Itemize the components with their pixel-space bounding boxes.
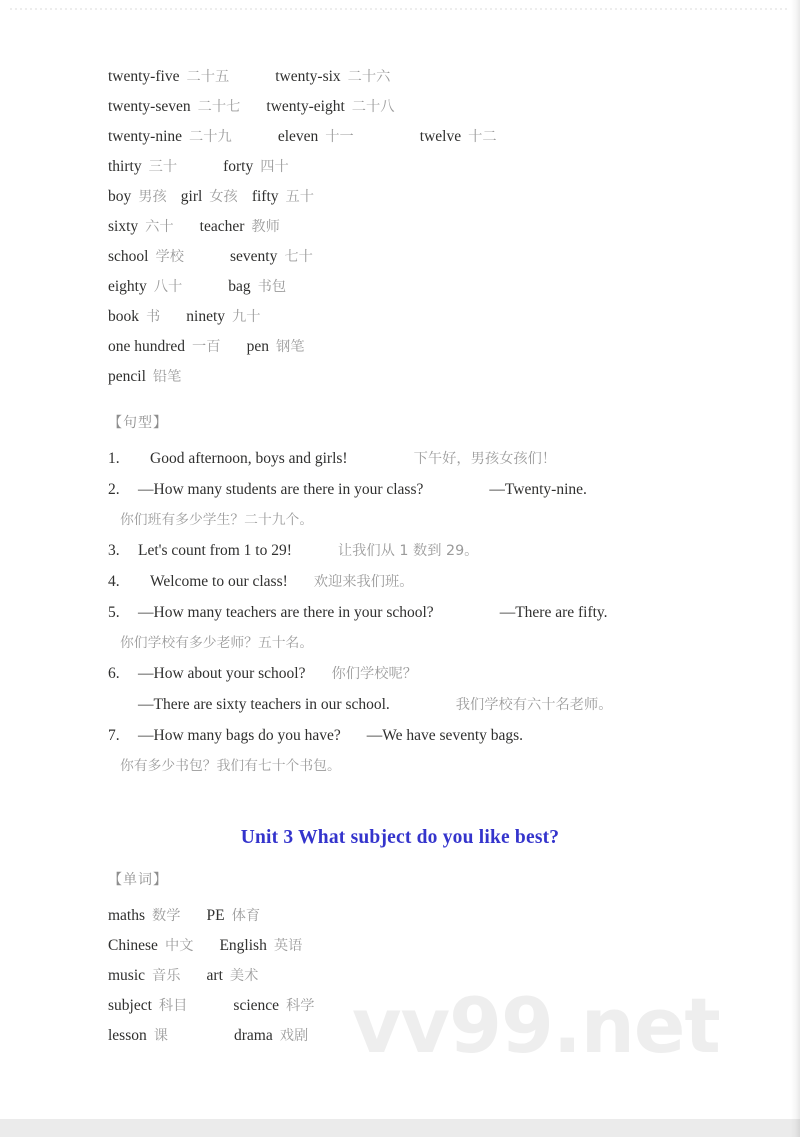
vocabulary-word-en: ninety: [186, 308, 226, 325]
vocabulary-word-zh: 二十六: [347, 69, 391, 85]
vocabulary-word-en: eighty: [108, 278, 147, 295]
vocabulary-entry: [108, 68, 229, 85]
vocabulary-word-en: twenty-six: [275, 68, 341, 85]
sentence-translation-zh: 你有多少书包？我们有七十个书包。: [120, 758, 341, 774]
unit3-heading: Unit 3 What subject do you like best?: [240, 827, 560, 848]
vocabulary-word-en: twenty-nine: [108, 128, 183, 145]
sentence-pattern-row: [108, 444, 740, 474]
vocabulary-word-zh: 书包: [257, 279, 287, 295]
vocabulary-entry: [108, 158, 177, 175]
sentence-pattern-row: [108, 536, 740, 566]
sentence-pattern-row: [108, 598, 740, 628]
vocabulary-word-zh: 数学: [152, 908, 181, 924]
unit3-words-header: 【单词】: [108, 872, 168, 888]
vocabulary-entry: [108, 338, 221, 355]
sentence-english: Welcome to our class!: [150, 573, 288, 590]
sentence-translation-inline: 欢迎来我们班。: [313, 574, 414, 590]
vocabulary-row: [108, 242, 740, 272]
vocabulary-word-zh: 科学: [286, 998, 315, 1014]
vocabulary-entry: [108, 248, 184, 265]
vocabulary-word-en: boy: [108, 188, 132, 205]
vocabulary-row: [108, 182, 740, 212]
vocabulary-word-zh: 四十: [260, 159, 289, 175]
vocabulary-word-en: teacher: [199, 218, 245, 235]
vocabulary-entry: [108, 128, 232, 145]
sentence-pattern-item: [108, 567, 740, 597]
vocabulary-word-en: seventy: [229, 248, 278, 265]
vocabulary-word-en: music: [108, 967, 146, 984]
sentence-number: 6.: [108, 665, 120, 682]
sentence-english: —There are sixty teachers in our school.: [138, 696, 390, 713]
sentence-pattern-row: [108, 567, 740, 597]
vocabulary-word-zh: 男孩: [138, 189, 167, 205]
sentence-translation-inline: 让我们从 1 数到 29。: [337, 543, 479, 559]
unit2-vocabulary-list: [108, 62, 740, 392]
vocabulary-entry: [233, 997, 314, 1014]
sentence-translation-inline: 我们学校有六十名老师。: [455, 697, 613, 713]
vocabulary-word-en: school: [108, 248, 149, 265]
vocabulary-row: [108, 332, 740, 362]
vocabulary-word-zh: 二十九: [189, 129, 232, 145]
vocabulary-entry: [108, 188, 167, 205]
vocabulary-word-en: English: [219, 937, 267, 954]
vocabulary-word-en: twenty-seven: [108, 98, 191, 115]
vocabulary-entry: [275, 68, 390, 85]
sentence-pattern-row: [108, 659, 740, 689]
vocabulary-word-zh: 三十: [148, 159, 178, 175]
vocabulary-entry: [181, 188, 238, 205]
site-watermark: vv99.net: [352, 981, 720, 1070]
vocabulary-word-en: twenty-eight: [266, 98, 345, 115]
vocabulary-entry: [219, 937, 302, 954]
vocabulary-word-en: science: [233, 997, 280, 1014]
sentence-number: 7.: [108, 727, 120, 744]
vocabulary-word-en: thirty: [108, 158, 142, 175]
vocabulary-word-zh: 十一: [325, 129, 354, 145]
vocabulary-entry: [108, 368, 181, 385]
vocabulary-word-en: bag: [228, 278, 251, 295]
sentence-pattern-item: [108, 598, 740, 658]
vocabulary-word-zh: 体育: [231, 908, 261, 924]
vocabulary-word-en: art: [206, 967, 223, 984]
vocabulary-word-zh: 铅笔: [152, 369, 182, 385]
vocabulary-entry: [278, 128, 354, 145]
vocabulary-row: [108, 362, 740, 392]
vocabulary-word-zh: 科目: [158, 998, 188, 1014]
vocabulary-word-zh: 钢笔: [275, 339, 305, 355]
vocabulary-row: [108, 62, 740, 92]
vocabulary-word-en: forty: [223, 158, 254, 175]
vocabulary-word-zh: 英语: [273, 938, 303, 954]
vocabulary-word-zh: 中文: [164, 938, 194, 954]
sentence-translation-row: [108, 505, 740, 535]
vocabulary-entry: [200, 218, 280, 235]
vocabulary-word-zh: 九十: [232, 309, 261, 325]
vocabulary-word-en: pen: [246, 338, 269, 355]
vocabulary-row: [108, 122, 740, 152]
vocabulary-word-en: maths: [108, 907, 146, 924]
sentence-english: —How about your school?: [138, 665, 306, 682]
sentence-pattern-item: [108, 536, 740, 566]
vocabulary-entry: [108, 278, 182, 295]
page-bottom-band: [0, 1119, 800, 1137]
vocabulary-word-en: PE: [206, 907, 225, 924]
vocabulary-row: [108, 212, 740, 242]
sentence-translation-row: [108, 751, 740, 781]
sentence-translation-inline: 你们学校呢？: [331, 666, 417, 682]
sentence-translation-inline: 下午好，男孩女孩们！: [413, 451, 557, 467]
vocabulary-word-zh: 一百: [192, 339, 221, 355]
sentence-english: Let's count from 1 to 29!: [138, 542, 292, 559]
vocabulary-word-zh: 戏剧: [279, 1028, 309, 1044]
sentence-translation-zh: 你们班有多少学生？二十九个。: [120, 512, 314, 528]
vocabulary-word-zh: 二十八: [351, 99, 395, 115]
vocabulary-word-zh: 书: [146, 309, 161, 325]
vocabulary-entry: [266, 98, 394, 115]
vocabulary-word-zh: 十二: [468, 129, 497, 145]
vocabulary-word-zh: 二十五: [186, 69, 230, 85]
vocabulary-word-en: Chinese: [108, 937, 158, 954]
vocabulary-entry: [230, 248, 313, 265]
vocabulary-word-zh: 五十: [285, 189, 315, 205]
sentence-pattern-item: [108, 659, 740, 689]
vocabulary-row: [108, 152, 740, 182]
page-right-edge-shadow: [791, 0, 800, 1137]
vocabulary-word-en: sixty: [108, 218, 139, 235]
vocabulary-entry: [108, 308, 160, 325]
sentence-english: —How many students are there in your class?: [138, 481, 424, 498]
vocabulary-entry: [108, 907, 181, 924]
vocabulary-word-en: subject: [108, 997, 152, 1014]
sentence-english: Good afternoon, boys and girls!: [150, 450, 348, 467]
vocabulary-word-en: lesson: [108, 1027, 147, 1044]
vocabulary-word-en: book: [108, 308, 139, 325]
vocabulary-entry: [234, 1027, 308, 1044]
vocabulary-entry: [186, 308, 260, 325]
vocabulary-word-en: drama: [234, 1027, 273, 1044]
vocabulary-word-en: pencil: [108, 368, 146, 385]
sentence-pattern-row: [108, 475, 740, 505]
sentence-english-answer: —There are fifty.: [499, 604, 608, 621]
vocabulary-word-zh: 女孩: [209, 189, 238, 205]
vocabulary-entry: [420, 128, 497, 145]
vocabulary-row: [108, 931, 740, 961]
vocabulary-entry: [247, 338, 305, 355]
sentence-number: 2.: [108, 481, 120, 498]
vocabulary-word-zh: 六十: [145, 219, 174, 235]
vocabulary-word-zh: 美术: [229, 968, 259, 984]
vocabulary-entry: [228, 278, 286, 295]
sentence-number: 3.: [108, 542, 120, 559]
sentence-number: 5.: [108, 604, 120, 621]
vocabulary-row: [108, 92, 740, 122]
vocabulary-word-zh: 二十七: [197, 99, 241, 115]
sentence-english-answer: —Twenty-nine.: [489, 481, 587, 498]
vocabulary-entry: [207, 907, 261, 924]
vocabulary-word-zh: 音乐: [152, 968, 181, 984]
vocabulary-entry: [108, 997, 187, 1014]
vocabulary-row: [108, 901, 740, 931]
vocabulary-word-zh: 课: [153, 1028, 169, 1044]
sentence-pattern-list: [108, 444, 740, 781]
vocabulary-word-en: one hundred: [108, 338, 186, 355]
vocabulary-word-zh: 学校: [155, 249, 184, 265]
vocabulary-entry: [108, 98, 240, 115]
sentence-pattern-item: [108, 721, 740, 781]
vocabulary-row: [108, 302, 740, 332]
vocabulary-entry: [252, 188, 314, 205]
vocabulary-word-en: twenty-five: [108, 68, 180, 85]
sentence-pattern-item: [108, 444, 740, 474]
vocabulary-entry: [108, 967, 181, 984]
vocabulary-entry: [108, 937, 193, 954]
vocabulary-entry: [108, 218, 174, 235]
vocabulary-row: [108, 272, 740, 302]
sentence-pattern-item: [108, 475, 740, 535]
vocabulary-entry: [108, 1027, 168, 1044]
sentence-pattern-row: [108, 721, 740, 751]
vocabulary-word-en: girl: [180, 188, 203, 205]
sentence-translation-row: [108, 628, 740, 658]
vocabulary-word-en: twelve: [419, 128, 462, 145]
sentence-english-answer: —We have seventy bags.: [366, 727, 524, 744]
vocabulary-entry: [223, 158, 289, 175]
vocabulary-entry: [207, 967, 259, 984]
sentence-english: —How many bags do you have?: [138, 727, 341, 744]
vocabulary-word-en: fifty: [251, 188, 279, 205]
sentence-pattern-row: [108, 690, 740, 720]
sentence-pattern-item: [108, 690, 740, 720]
sentence-english: —How many teachers are there in your school?: [138, 604, 434, 621]
sentence-patterns-header: 【句型】: [108, 415, 168, 431]
vocabulary-word-zh: 七十: [284, 249, 313, 265]
sentence-translation-zh: 你们学校有多少老师？五十名。: [120, 635, 314, 651]
vocabulary-word-zh: 教师: [251, 219, 280, 235]
sentence-number: 4.: [108, 573, 120, 590]
sentence-number: 1.: [108, 450, 120, 467]
vocabulary-word-zh: 八十: [153, 279, 183, 295]
vocabulary-word-en: eleven: [277, 128, 319, 145]
